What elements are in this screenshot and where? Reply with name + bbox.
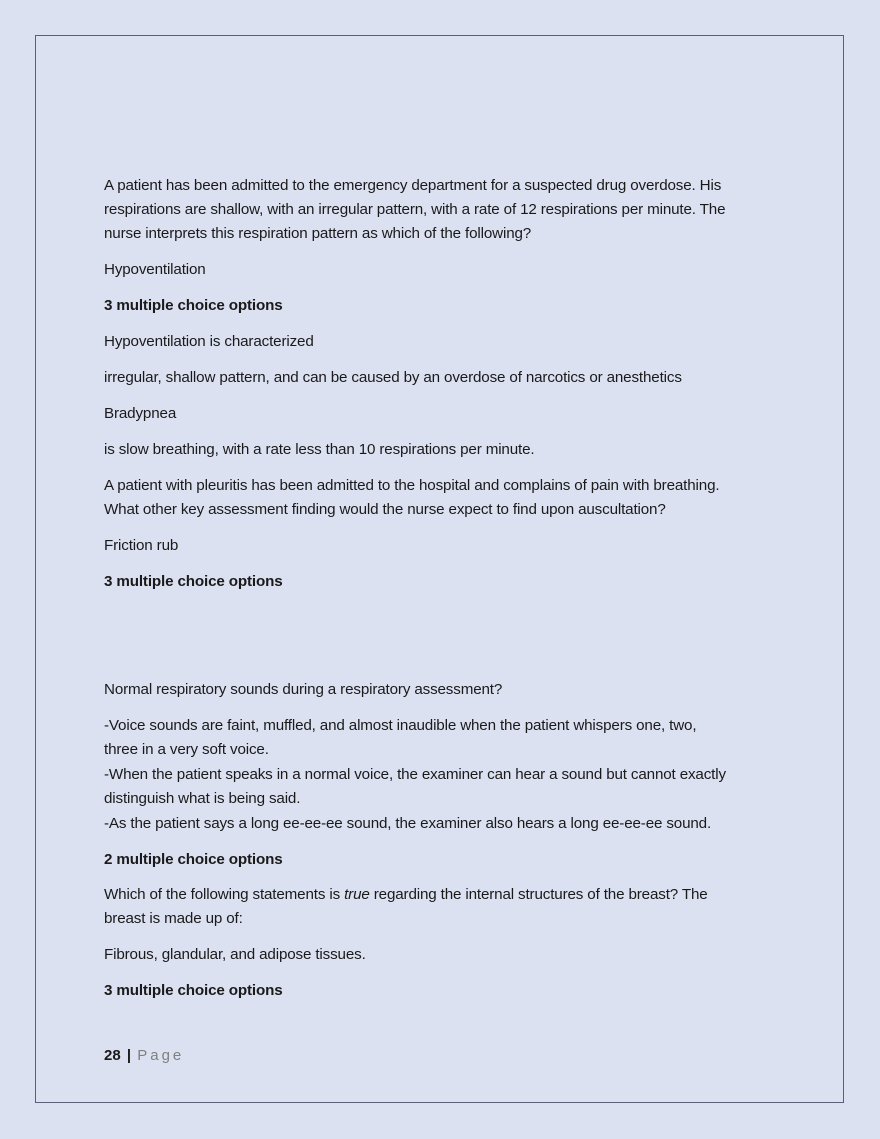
page-number: 28 (104, 1047, 121, 1064)
question-3-answer-3: -As the patient says a long ee-ee-ee sound, the examiner also hears a long ee-ee-ee sound. (104, 815, 712, 832)
page-label: Page (137, 1047, 185, 1064)
question-1-text-line-2: respirations are shallow, with an irregular pattern, with a rate of 12 respirations per minute. The (104, 201, 726, 218)
question-2-options-count: 3 multiple choice options (104, 573, 283, 590)
question-1-explanation-3: Bradypnea (104, 405, 177, 422)
question-2-text-line-2: What other key assessment finding would the nurse expect to find upon auscultation? (104, 501, 666, 518)
question-4-text-pre: Which of the following statements is (104, 886, 345, 903)
question-3-answer-1-line-1: -Voice sounds are faint, muffled, and almost inaudible when the patient whispers one, two, (104, 717, 697, 734)
question-4-text-line-1 (104, 883, 708, 907)
question-4-emphasis: true (344, 886, 370, 903)
question-2-answer: Friction rub (104, 537, 179, 554)
question-4-options-count: 3 multiple choice options (104, 982, 283, 999)
question-1-explanation-1: Hypoventilation is characterized (104, 333, 314, 350)
question-1-explanation-4: is slow breathing, with a rate less than 10 respirations per minute. (104, 441, 535, 458)
question-1-text-line-3: nurse interprets this respiration pattern as which of the following? (104, 225, 532, 242)
question-1-text-line-1: A patient has been admitted to the emergency department for a suspected drug overdose. His (104, 177, 722, 194)
question-3-answer-1-line-2: three in a very soft voice. (104, 741, 269, 758)
question-4-answer: Fibrous, glandular, and adipose tissues. (104, 946, 366, 963)
question-3-options-count: 2 multiple choice options (104, 851, 283, 868)
question-1-options-count: 3 multiple choice options (104, 297, 283, 314)
question-1-explanation-2: irregular, shallow pattern, and can be caused by an overdose of narcotics or anesthetics (104, 369, 682, 386)
footer-separator: | (126, 1047, 132, 1064)
question-2-text-line-1: A patient with pleuritis has been admitted to the hospital and complains of pain with breathing. (104, 477, 720, 494)
question-3-answer-2-line-1: -When the patient speaks in a normal voice, the examiner can hear a sound but cannot exactly (104, 766, 726, 783)
page-footer (104, 1045, 184, 1067)
question-1-answer: Hypoventilation (104, 261, 206, 278)
question-4-text-line-2: breast is made up of: (104, 910, 243, 927)
question-3-text: Normal respiratory sounds during a respiratory assessment? (104, 681, 503, 698)
question-4-text-post: regarding the internal structures of the breast? The (369, 886, 708, 903)
question-3-answer-2-line-2: distinguish what is being said. (104, 790, 301, 807)
